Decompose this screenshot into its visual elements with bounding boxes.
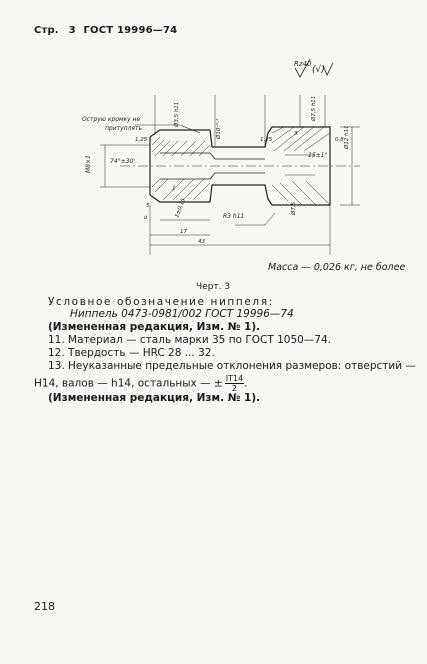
- fraction-numerator: IT14: [225, 374, 244, 383]
- item-12: 12. Твердость — HRC 28 ... 32.: [48, 347, 215, 359]
- page-header: [34, 25, 177, 36]
- dim-d-10-8: Ø10⁻⁰·²: [216, 118, 222, 139]
- hatch-right-bottom: [272, 181, 330, 205]
- amendment-note-1: (Измененная редакция, Изм. № 1).: [48, 321, 261, 333]
- item-13-line-1: 13. Неуказанные предельные отклонения размеров: отверстий —: [48, 360, 416, 372]
- figure-caption: Черт. 3: [196, 282, 231, 292]
- fraction-trailing: .: [244, 377, 248, 390]
- dim-c1: 1,25: [135, 137, 148, 143]
- page-prefix: Стр.: [34, 25, 59, 36]
- note-line-2: притуплять: [105, 125, 143, 132]
- dim-radius: R3 h11: [223, 213, 245, 220]
- dim-d-ph8: Ø3,5 h11: [174, 101, 180, 127]
- dim-thread-left: M8×1: [85, 155, 92, 173]
- item-13-line-2: [34, 374, 248, 393]
- tolerance-fraction: [225, 374, 244, 393]
- dim-c7: 43: [198, 239, 205, 245]
- note-leader: [135, 125, 200, 133]
- dim-c8: ó: [144, 215, 148, 221]
- hatch-right-top: [272, 127, 330, 151]
- designation-code: Ниппель 0473-0981/002 ГОСТ 19996—74: [70, 308, 294, 320]
- hatch-bottom: [152, 179, 210, 200]
- dim-c10: 1: [172, 186, 176, 192]
- dim-angle-right: 15±1°: [308, 152, 328, 159]
- dim-d-right-bot: Ø7,5: [291, 201, 297, 215]
- extension-lines-top: [155, 95, 265, 147]
- dim-c5: 5: [146, 203, 150, 209]
- dim-c9: 1±0,15: [174, 197, 187, 219]
- dim-c4: 0,8: [335, 137, 344, 143]
- dim-d-right-h11: Ø7,5 h11: [311, 95, 317, 121]
- dim-c2: 1,25: [260, 137, 273, 143]
- amendment-note-2: (Измененная редакция, Изм. № 1).: [48, 392, 261, 404]
- page-number: 3: [68, 25, 76, 36]
- dim-d-right-12: Ø12 h11: [344, 125, 350, 149]
- fraction-denominator: 2: [231, 384, 237, 393]
- item-13-line-2-text: H14, валов — h14, остальных — ±: [34, 377, 223, 390]
- dim-angle-left: 74°±30': [110, 158, 135, 165]
- mass-note: Масса — 0,026 кг, не более: [268, 262, 406, 273]
- dim-c3: 3: [294, 131, 298, 137]
- standard-code: ГОСТ 19996—74: [83, 25, 178, 36]
- dim-c6: 17: [180, 229, 187, 235]
- designation-title: Условное обозначение ниппеля:: [48, 296, 274, 308]
- page-footer-number: 218: [34, 600, 55, 613]
- roughness-check: (√): [312, 65, 325, 75]
- item-11: 11. Материал — сталь марки 35 по ГОСТ 1050—74.: [48, 334, 331, 346]
- roughness-label: Rz40: [294, 60, 312, 68]
- technical-drawing: [60, 55, 410, 260]
- note-line-1: Острую кромку не: [82, 116, 141, 123]
